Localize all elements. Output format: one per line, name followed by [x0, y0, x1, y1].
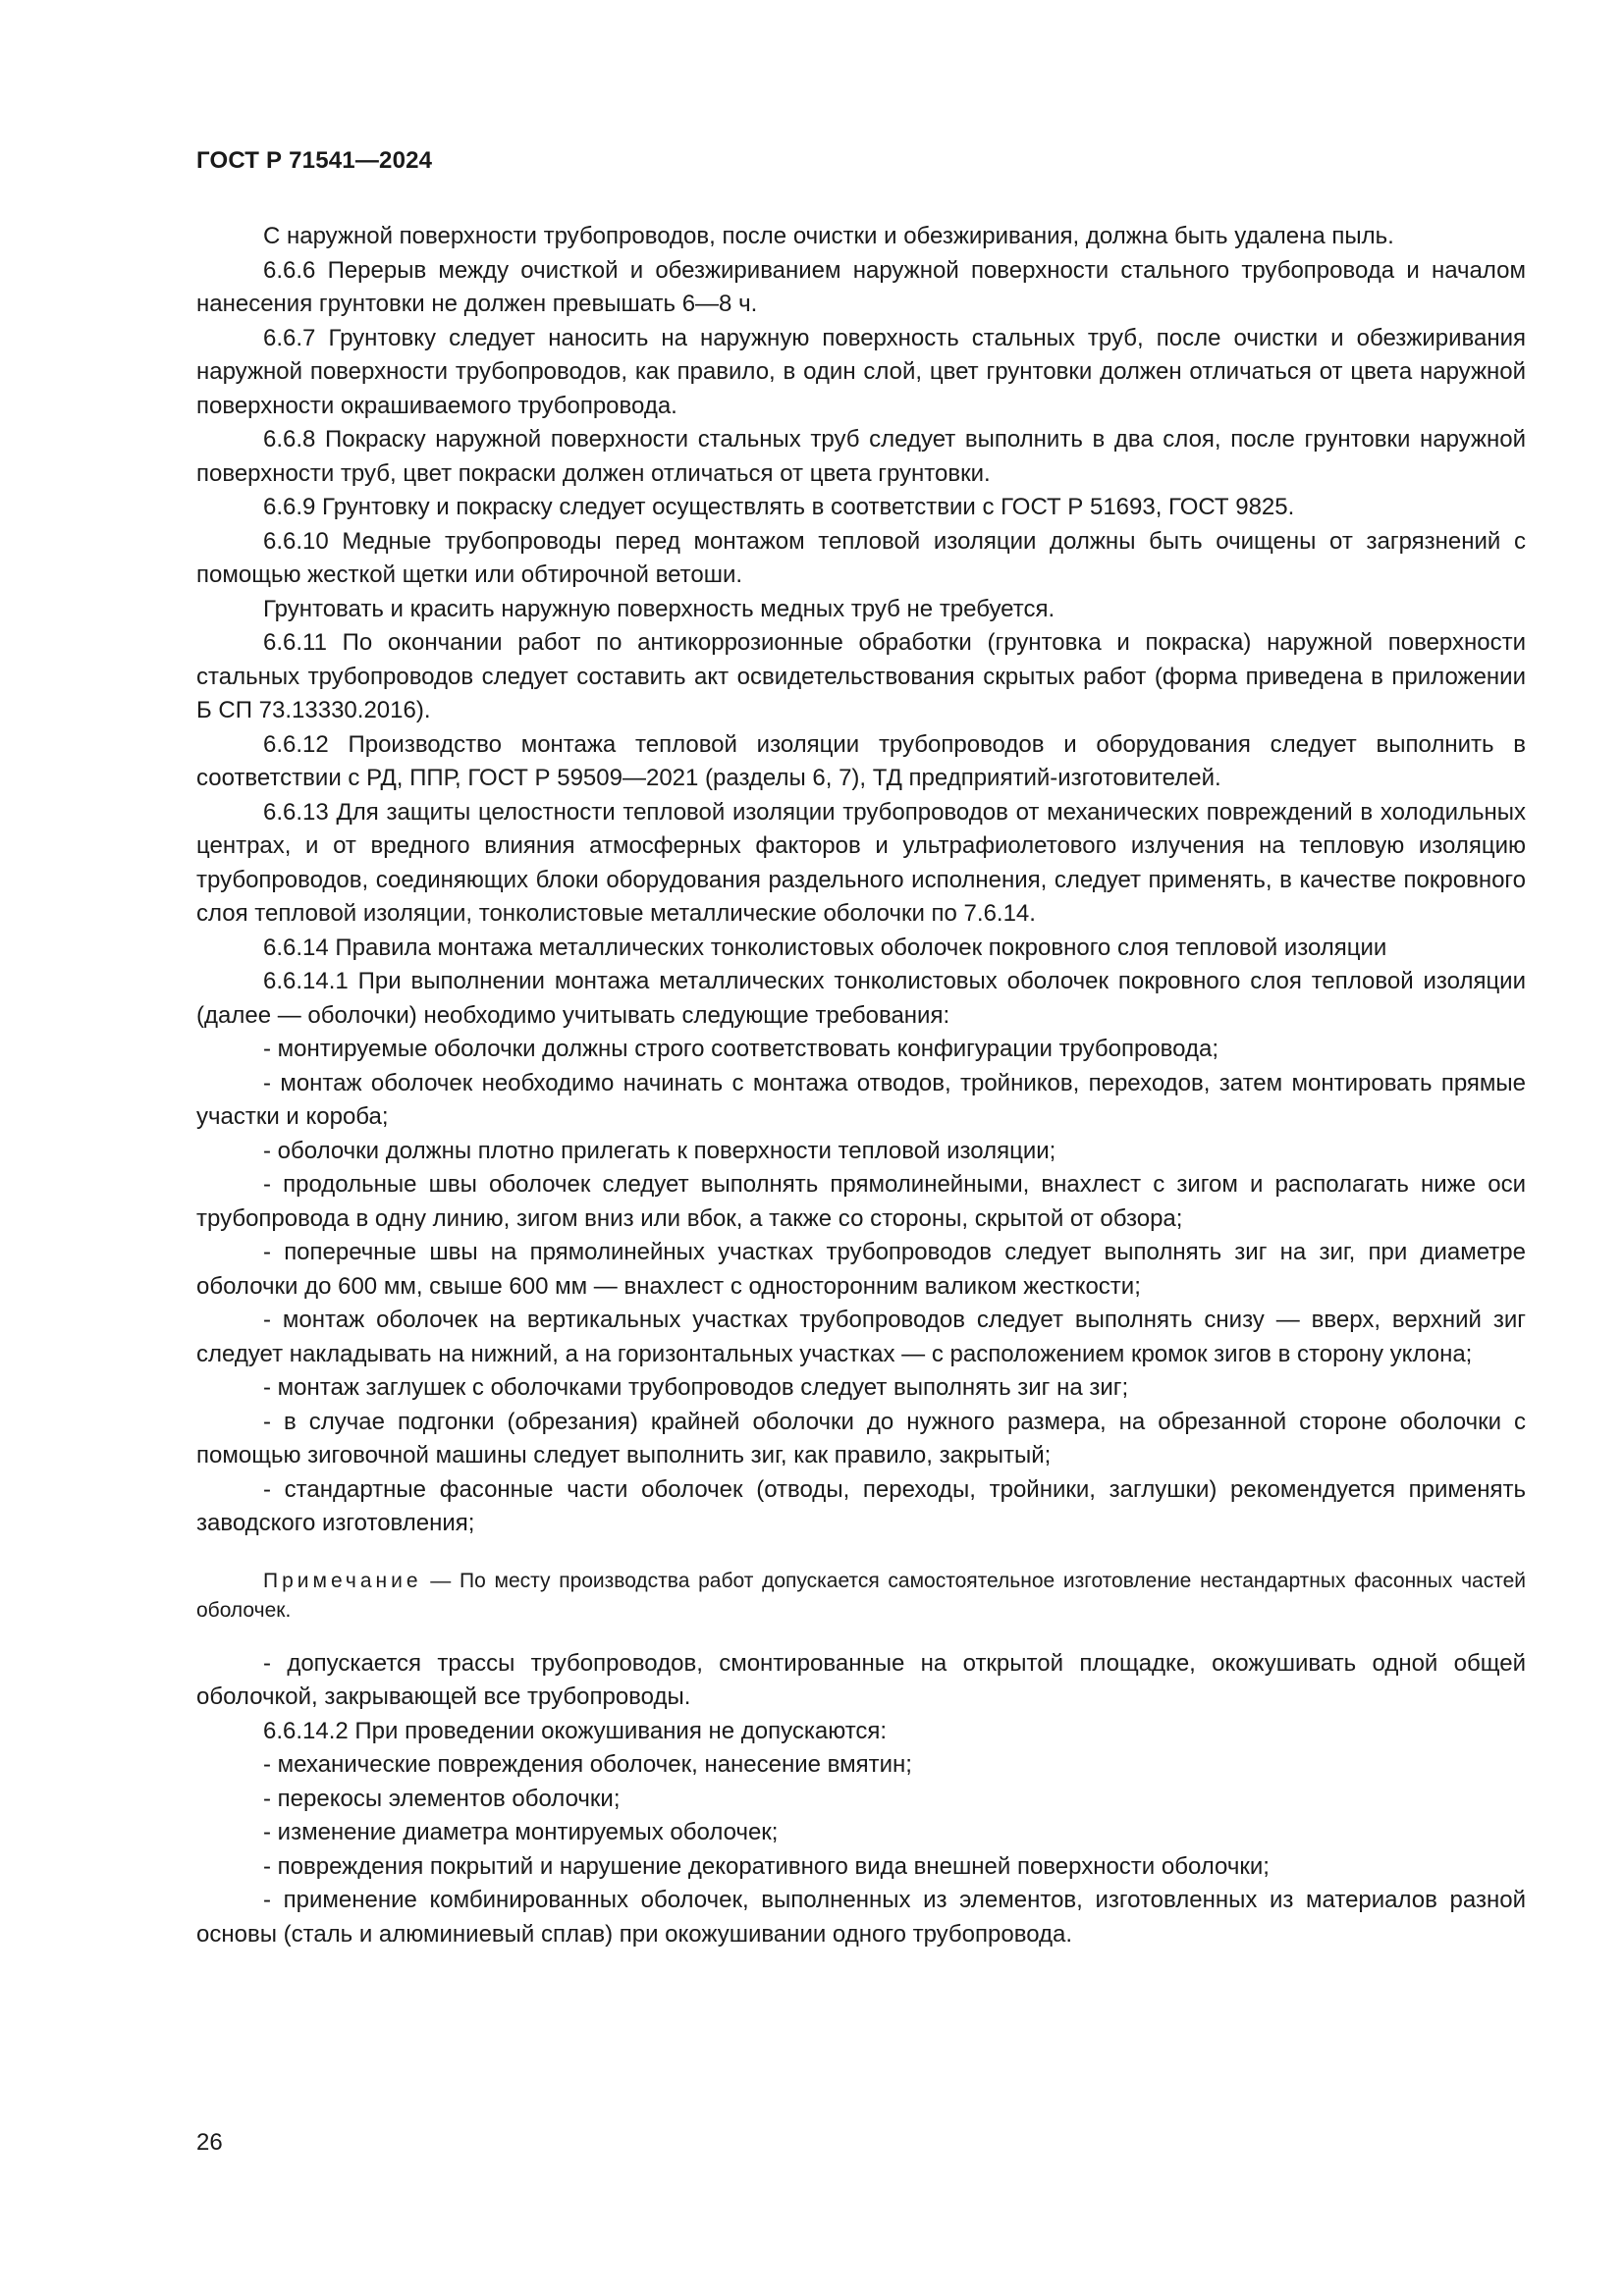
list-item: - монтаж оболочек необходимо начинать с монтажа отводов, тройников, переходов, затем монтировать прямые участки и короба; — [196, 1069, 1526, 1130]
document-header: ГОСТ Р 71541—2024 — [196, 147, 433, 174]
list-item: - поперечные швы на прямолинейных участках трубопроводов следует выполнять зиг на зиг, при диаметре оболочки до 600 мм, свыше 600 мм — внахлест с односторонним валиком жесткости; — [196, 1239, 1526, 1300]
paragraph-6-6-12: 6.6.12 Производство монтажа тепловой изоляции трубопроводов и оборудования следует выполнить в соответствии с РД, ППР, ГОСТ Р 59509—2021 (разделы 6, 7), ТД предприятий-изготовителей. — [196, 730, 1526, 791]
list-item: - стандартные фасонные части оболочек (отводы, переходы, тройники, заглушки) рекомендуется применять заводского изготовления; — [196, 1475, 1526, 1536]
paragraph-6-6-9: 6.6.9 Грунтовку и покраску следует осуществлять в соответствии с ГОСТ Р 51693, ГОСТ 9825. — [263, 494, 1295, 520]
list-item: - механические повреждения оболочек, нанесение вмятин; — [263, 1751, 912, 1778]
paragraph-6-6-8: 6.6.8 Покраску наружной поверхности стальных труб следует выполнить в два слоя, после грунтовки наружной поверхности труб, цвет покраски должен отличаться от цвета грунтовки. — [196, 426, 1526, 487]
document-body — [196, 220, 1526, 1951]
list-item: - перекосы элементов оболочки; — [263, 1785, 621, 1812]
paragraph-6-6-10: 6.6.10 Медные трубопроводы перед монтажом тепловой изоляции должны быть очищены от загрязнений с помощью жесткой щетки или обтирочной ветоши. — [196, 527, 1526, 588]
list-item: - применение комбинированных оболочек, выполненных из элементов, изготовленных из материалов разной основы (сталь и алюминиевый сплав) при окожушивании одного трубопровода. — [196, 1887, 1526, 1948]
note-text: — По месту производства работ допускается самостоятельное изготовление нестандартных фасонных частей оболочек. — [196, 1569, 1526, 1622]
list-item: - допускается трассы трубопроводов, смонтированные на открытой площадке, окожушивать одной общей оболочкой, закрывающей все трубопроводы. — [196, 1649, 1526, 1710]
list-item: - в случае подгонки (обрезания) крайней оболочки до нужного размера, на обрезанной стороне оболочки с помощью зиговочной машины следует выполнить зиг, как правило, закрытый; — [196, 1408, 1526, 1468]
list-item: - изменение диаметра монтируемых оболочек; — [263, 1819, 779, 1845]
list-item: - монтируемые оболочки должны строго соответствовать конфигурации трубопровода; — [263, 1036, 1218, 1062]
page-number: 26 — [196, 2129, 223, 2156]
paragraph-6-6-14: 6.6.14 Правила монтажа металлических тонколистовых оболочек покровного слоя тепловой изоляции — [263, 934, 1387, 961]
paragraph-6-6-11: 6.6.11 По окончании работ по антикоррозионные обработки (грунтовка и покраска) наружной поверхности стальных трубопроводов следует составить акт освидетельствования скрытых работ (форма приведена в приложении Б СП 73.13330.2016). — [196, 629, 1526, 723]
paragraph: С наружной поверхности трубопроводов, после очистки и обезжиривания, должна быть удалена пыль. — [263, 223, 1394, 249]
paragraph-6-6-7: 6.6.7 Грунтовку следует наносить на наружную поверхность стальных труб, после очистки и обезжиривания наружной поверхности трубопроводов, как правило, в один слой, цвет грунтовки должен отличаться от цвета наружной поверхности окрашиваемого трубопровода. — [196, 324, 1526, 419]
paragraph-6-6-6: 6.6.6 Перерыв между очисткой и обезжириванием наружной поверхности стального трубопровода и началом нанесения грунтовки не должен превышать 6—8 ч. — [196, 256, 1526, 317]
list-item: - продольные швы оболочек следует выполнять прямолинейными, внахлест с зигом и располагать ниже оси трубопровода в одну линию, зигом вниз или вбок, а также со стороны, скрытой от обзора; — [196, 1171, 1526, 1232]
paragraph: Грунтовать и красить наружную поверхность медных труб не требуется. — [263, 595, 1056, 622]
note — [196, 1567, 1526, 1626]
paragraph-6-6-14-1: 6.6.14.1 При выполнении монтажа металлических тонколистовых оболочек покровного слоя тепловой изоляции (далее — оболочки) необходимо учитывать следующие требования: — [196, 968, 1526, 1029]
note-label: Примечание — [263, 1569, 422, 1592]
document-page — [196, 147, 1526, 1951]
list-item: - повреждения покрытий и нарушение декоративного вида внешней поверхности оболочки; — [263, 1852, 1270, 1880]
list-item: - монтаж заглушек с оболочками трубопроводов следует выполнять зиг на зиг; — [263, 1374, 1129, 1401]
list-item: - монтаж оболочек на вертикальных участках трубопроводов следует выполнять снизу — вверх, верхний зиг следует накладывать на нижний, а на горизонтальных участках — с расположением кромок зигов в сторону уклона; — [196, 1307, 1526, 1367]
paragraph-6-6-13: 6.6.13 Для защиты целостности тепловой изоляции трубопроводов от механических повреждений в холодильных центрах, и от вредного влияния атмосферных факторов и ультрафиолетового излучения на тепловую изоляцию трубопроводов, соединяющих блоки оборудования раздельного исполнения, следует применять, в качестве покровного слоя тепловой изоляции, тонколистовые металлические оболочки по 7.6.14. — [196, 798, 1526, 927]
list-item: - оболочки должны плотно прилегать к поверхности тепловой изоляции; — [263, 1137, 1056, 1164]
paragraph-6-6-14-2: 6.6.14.2 При проведении окожушивания не допускаются: — [263, 1717, 888, 1744]
